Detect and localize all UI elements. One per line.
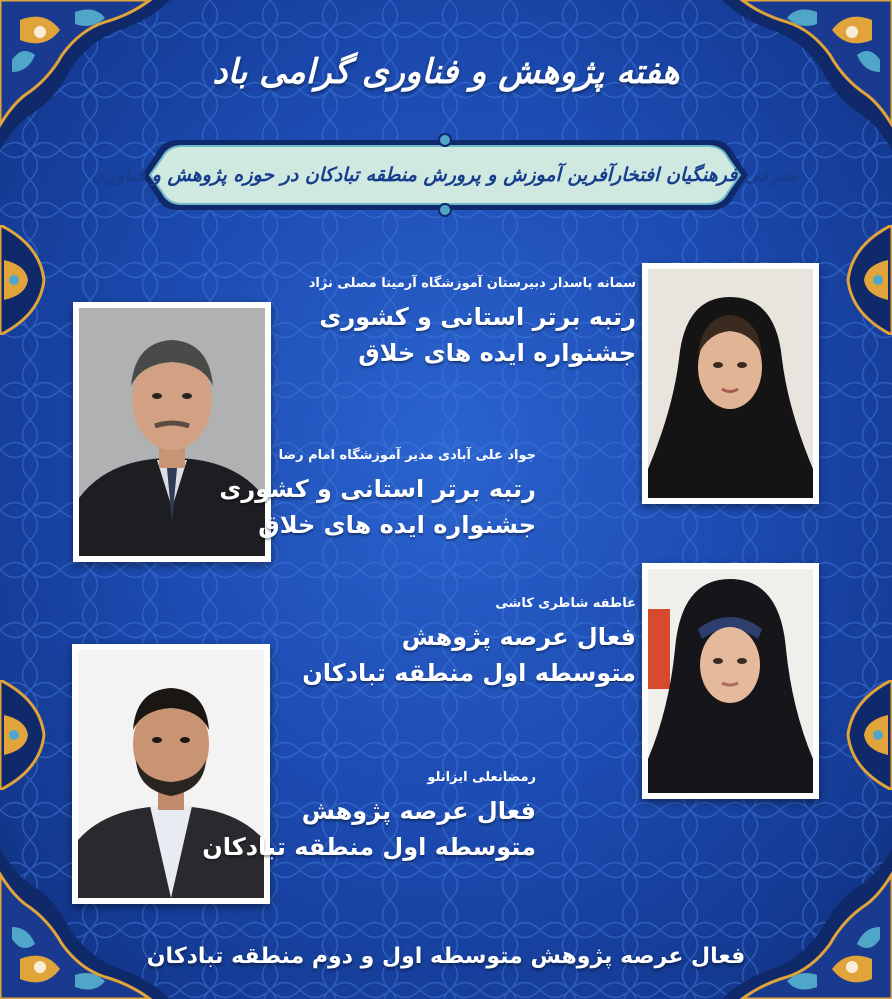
- honoree-name: عاطفه شاطری کاشی: [495, 596, 636, 611]
- honoree-name: جواد علی آبادی مدیر آموزشگاه امام رضا: [278, 448, 536, 463]
- honoree-caption-4: [202, 770, 536, 865]
- portrait-woman-icon: [648, 569, 813, 793]
- honoree-award-line: جشنواره ایده های خلاق: [358, 339, 636, 367]
- corner-ornament-icon: [722, 849, 892, 999]
- portrait-woman-icon: [648, 269, 813, 498]
- honoree-award-line: فعال عرصه پژوهش: [301, 797, 536, 825]
- side-ornament-icon: [844, 225, 892, 335]
- honoree-award-line: رتبه برتر استانی و کشوری: [319, 303, 636, 331]
- headline: هفته پژوهش و فناوری گرامی باد: [212, 52, 680, 92]
- side-ornament-icon: [844, 680, 892, 790]
- honoree-caption-2: [219, 448, 536, 543]
- honoree-award-line: فعال عرصه پژوهش: [401, 623, 636, 651]
- honoree-name: سمانه پاسدار دبیرستان آموزشگاه آرمیتا مصلی نژاد: [308, 276, 636, 291]
- honoree-photo-3: [642, 563, 819, 799]
- side-ornament-icon: [0, 680, 48, 790]
- honoree-award-line: رتبه برتر استانی و کشوری: [219, 475, 536, 503]
- honoree-award-line: متوسطه اول منطقه تبادکان: [202, 833, 536, 861]
- side-ornament-icon: [0, 225, 48, 335]
- honoree-name: رمضانعلی ایزانلو: [427, 770, 536, 785]
- banner-title: معرفی فرهنگیان افتخارآفرین آموزش و پرورش منطقه تبادکان در حوزه پژوهش و فناوری: [91, 164, 799, 186]
- honoree-caption-1: [276, 276, 636, 371]
- honoree-award-line: متوسطه اول منطقه تبادکان: [302, 659, 636, 687]
- footer-text: فعال عرصه پژوهش متوسطه اول و دوم منطقه تبادکان: [146, 944, 746, 969]
- honoree-photo-1: [642, 263, 819, 504]
- honoree-caption-3: [296, 596, 636, 691]
- honoree-award-line: جشنواره ایده های خلاق: [258, 511, 536, 539]
